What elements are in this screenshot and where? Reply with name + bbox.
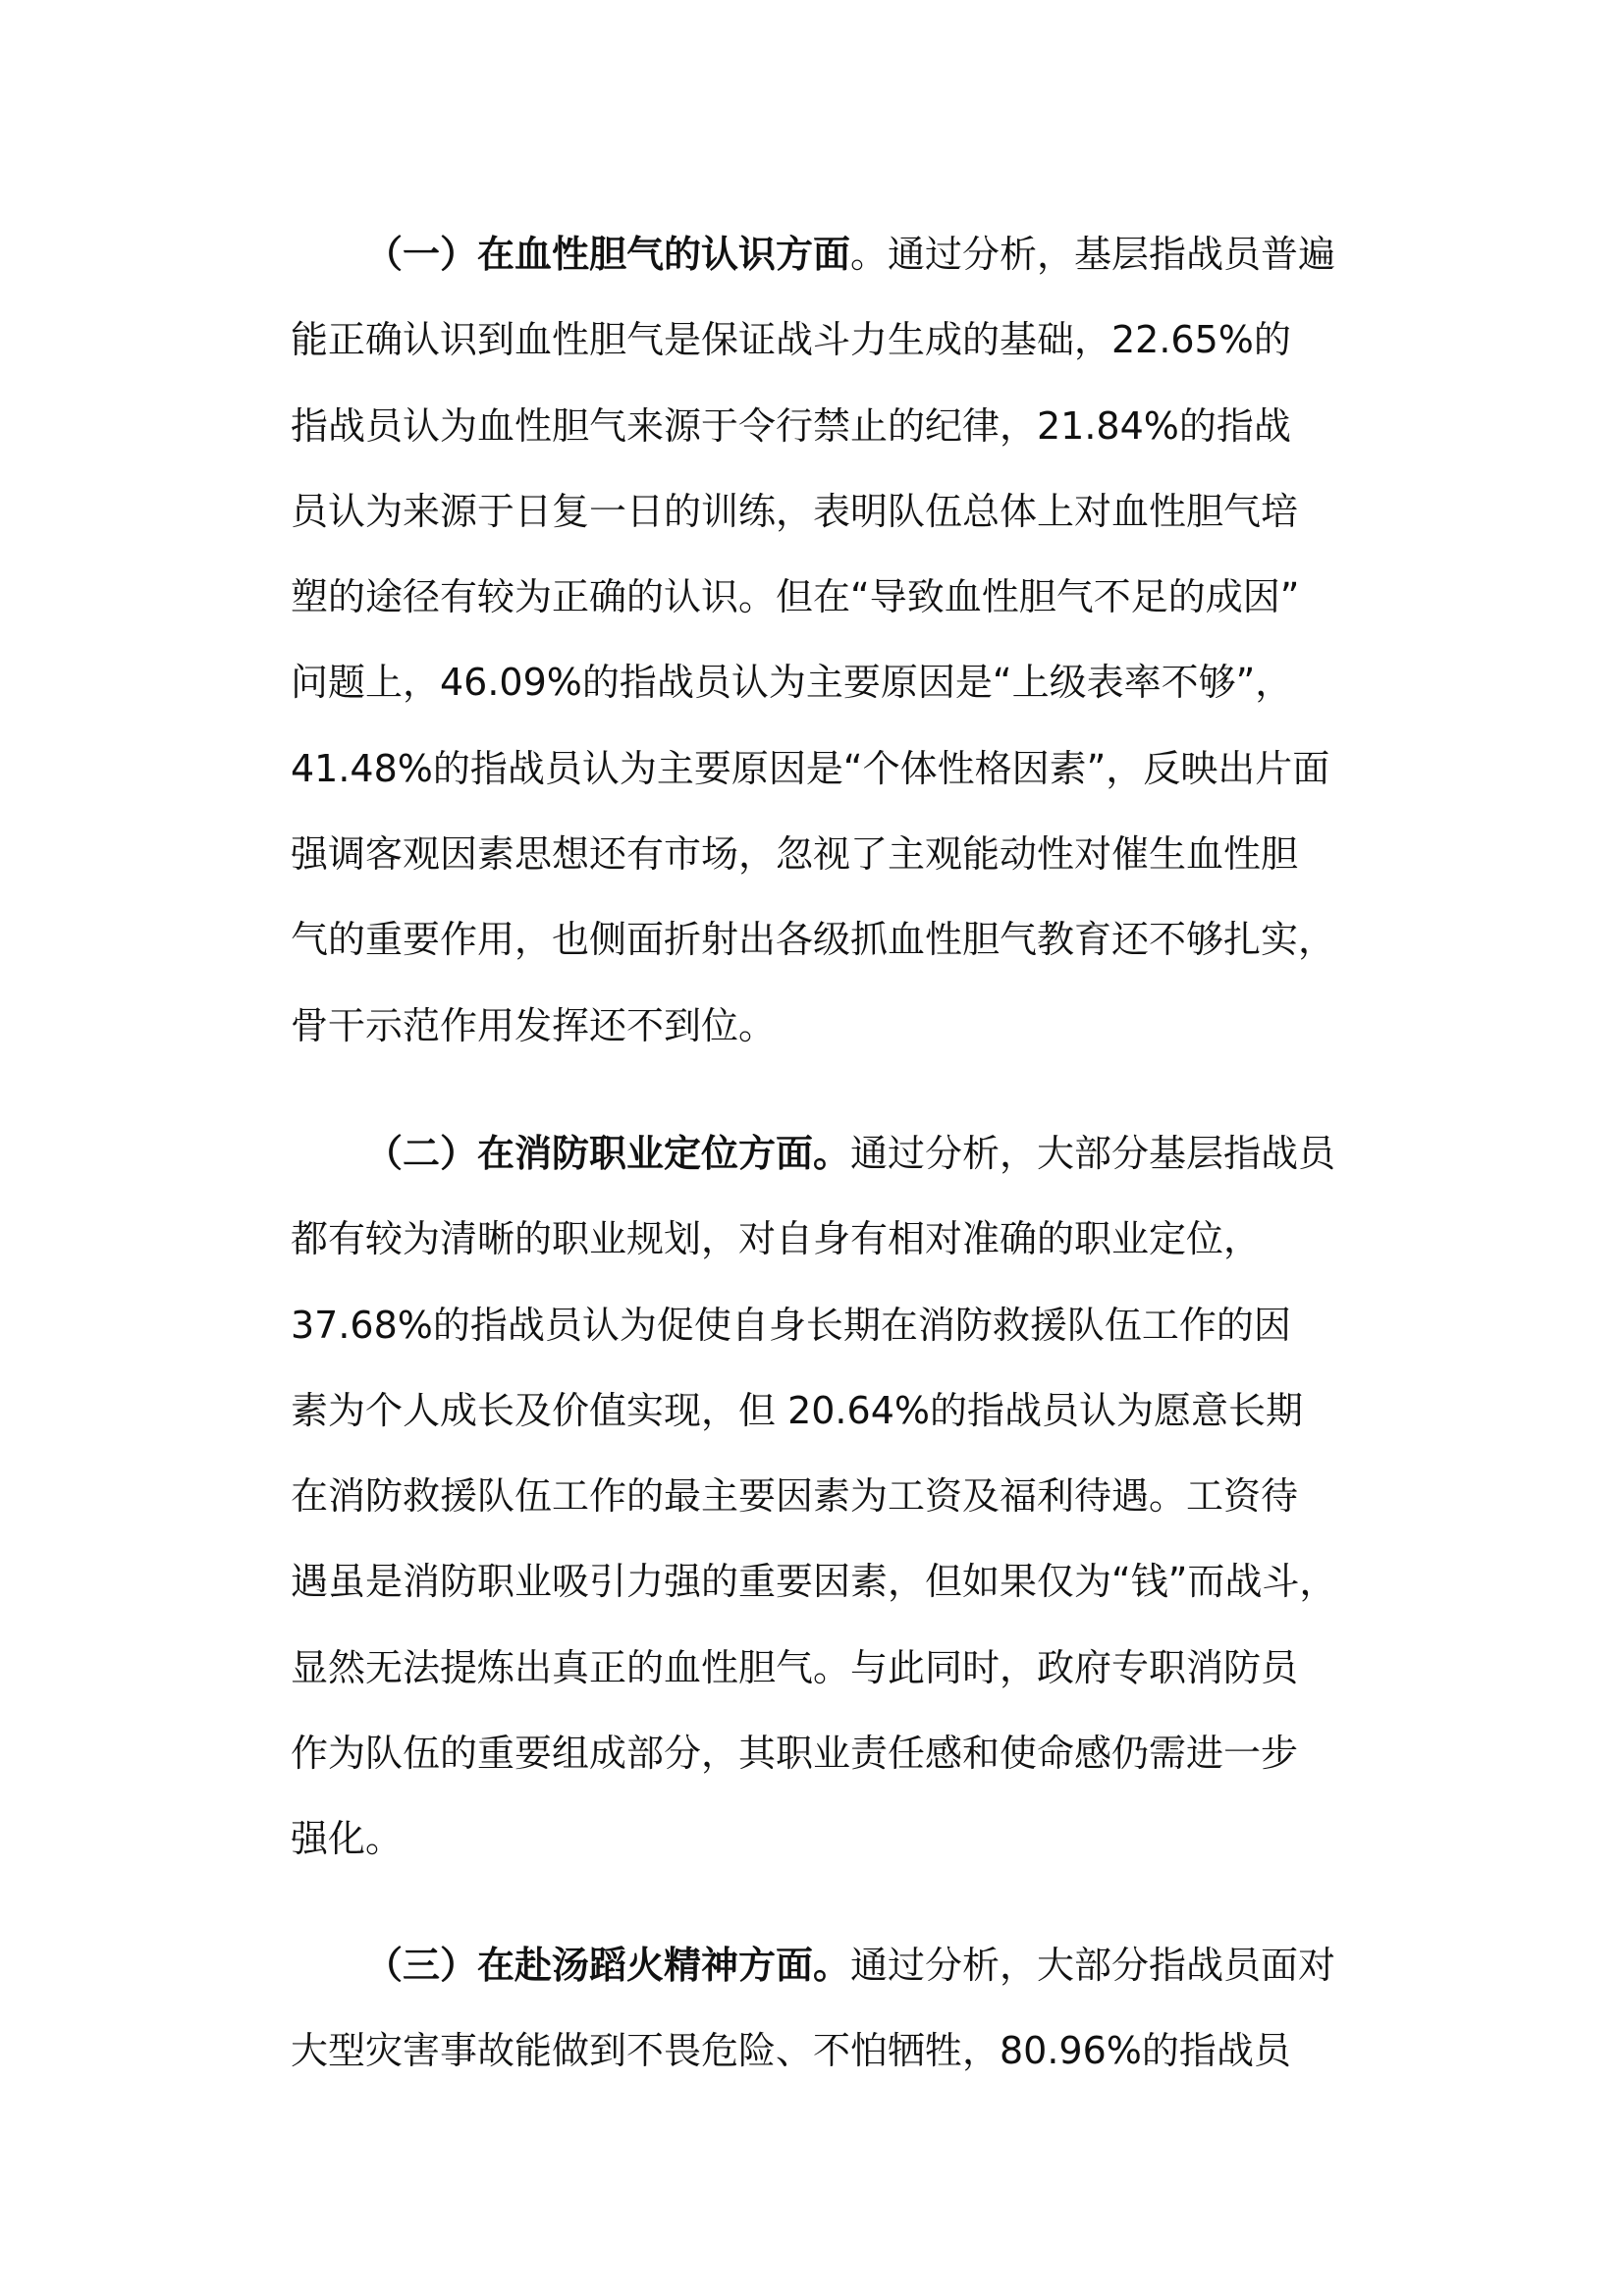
paragraph-line: 37.68%的指战员认为促使自身长期在消防救援队伍工作的因: [291, 1303, 1291, 1347]
paragraph-section-2: [291, 1111, 1361, 1883]
paragraph-line: 骨干示范作用发挥还不到位。: [291, 1003, 777, 1047]
body-text: 通过分析，基层指战员普遍: [888, 233, 1336, 276]
paragraph-line: 问题上，46.09%的指战员认为主要原因是“上级表率不够”，: [291, 661, 1293, 705]
paragraph-line: 气的重要作用，也侧面折射出各级抓血性胆气教育还不够扎实，: [291, 918, 1336, 962]
body-text: 通过分析，大部分基层指战员: [850, 1132, 1336, 1175]
paragraph-line: [291, 212, 1361, 297]
paragraph-line: 大型灾害事故能做到不畏危险、不怕牺牲，80.96%的指战员: [291, 2029, 1291, 2073]
paragraph-line: 都有较为清晰的职业规划，对自身有相对准确的职业定位，: [291, 1217, 1262, 1261]
heading-punctuation: 。: [850, 233, 889, 276]
paragraph-line: 能正确认识到血性胆气是保证战斗力生成的基础，22.65%的: [291, 318, 1291, 362]
paragraph-line: 41.48%的指战员认为主要原因是“个体性格因素”，反映出片面: [291, 746, 1330, 790]
paragraph-line: [291, 1923, 1361, 2008]
body-text: 通过分析，大部分指战员面对: [850, 1944, 1336, 1987]
paragraph-line: 员认为来源于日复一日的训练，表明队伍总体上对血性胆气培: [291, 489, 1299, 533]
section-heading: （三）在赴汤蹈火精神方面。: [365, 1944, 851, 1987]
paragraph-line: 强调客观因素思想还有市场，忽视了主观能动性对催生血性胆: [291, 832, 1299, 877]
section-heading: （一）在血性胆气的认识方面: [365, 233, 851, 276]
paragraph-line: 显然无法提炼出真正的血性胆气。与此同时，政府专职消防员: [291, 1645, 1299, 1689]
paragraph-section-3: [291, 1923, 1361, 2095]
paragraph-line: 塑的途径有较为正确的认识。但在“导致血性胆气不足的成因”: [291, 575, 1300, 619]
paragraph-section-1: [291, 212, 1361, 1069]
paragraph-line: 作为队伍的重要组成部分，其职业责任感和使命感仍需进一步: [291, 1732, 1299, 1776]
section-heading: （二）在消防职业定位方面。: [365, 1132, 851, 1175]
paragraph-line: 强化。: [291, 1817, 404, 1861]
paragraph-line: 素为个人成长及价值实现，但 20.64%的指战员认为愿意长期: [291, 1388, 1303, 1432]
paragraph-line: 在消防救援队伍工作的最主要因素为工资及福利待遇。工资待: [291, 1474, 1299, 1519]
paragraph-line: 指战员认为血性胆气来源于令行禁止的纪律，21.84%的指战: [291, 403, 1291, 448]
paragraph-line: [291, 1111, 1361, 1197]
paragraph-line: 遇虽是消防职业吸引力强的重要因素，但如果仅为“钱”而战斗，: [291, 1560, 1337, 1604]
